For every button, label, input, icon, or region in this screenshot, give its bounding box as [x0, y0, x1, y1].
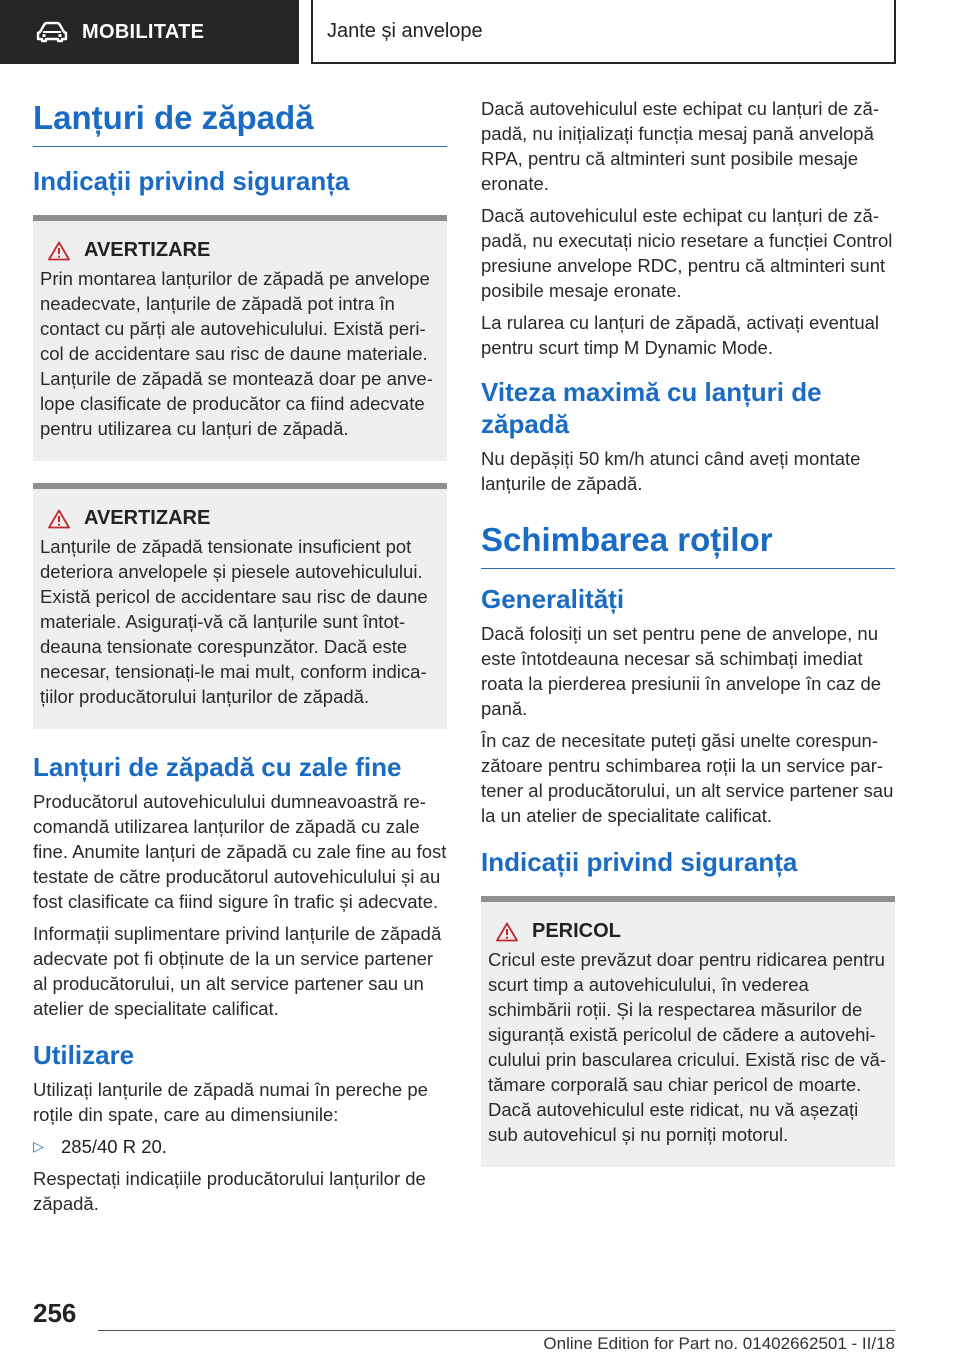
- danger-box: [481, 896, 895, 1167]
- title-snow-chains: Lanțuri de zăpadă: [33, 96, 447, 147]
- paragraph: Informații suplimentare privind lanțurile de zăpadă adecvate pot fi obținute de la un service partener al producătorului, un alt service partener sau un atelier de specialitate calificat.: [33, 923, 442, 1019]
- edition-footer: Online Edition for Part no. 01402662501 - II/18: [543, 1334, 895, 1353]
- title-wheel-change: Schimbarea roților: [481, 518, 895, 569]
- paragraph: Dacă folosiți un set pentru pene de anvelope, nu este întotdeauna necesar să schimbați imediat roata la pierderea presiunii în anvelope în caz de pană.: [481, 623, 882, 719]
- page-number: 256: [33, 1298, 77, 1328]
- chapter-tab[interactable]: [0, 0, 299, 64]
- paragraph: Dacă autovehiculul este echipat cu lanțuri de zăpadă, nu executați nicio resetare a funcției Control presiune anvelope RDC, pentru că altminteri sunt posibile mesaje eronate.: [481, 205, 893, 301]
- paragraph: La rularea cu lanțuri de zăpadă, activați eventual pentru scurt timp M Dynamic Mode.: [481, 312, 880, 358]
- warning-box-2: [33, 483, 447, 729]
- chapter-label: MOBILITATE: [82, 20, 205, 43]
- heading-general: Generalități: [481, 584, 625, 614]
- warning-label: AVERTIZARE: [84, 507, 211, 529]
- bullet-triangle-icon: ▷: [33, 1138, 44, 1154]
- warning-triangle-icon: [48, 509, 70, 529]
- danger-header: [488, 920, 887, 943]
- paragraph: Respectați indicațiile producătorului lanțurilor de zăpadă.: [33, 1168, 426, 1214]
- warning-header: [40, 507, 439, 530]
- section-title: [311, 0, 896, 64]
- list-item: [33, 1134, 447, 1159]
- heading-fine-chains: Lanțuri de zăpadă cu zale fine: [33, 752, 402, 782]
- warning-box-1: [33, 215, 447, 461]
- section-label: Jante și anvelope: [327, 19, 483, 42]
- heading-usage: Utilizare: [33, 1040, 135, 1070]
- paragraph: Dacă autovehiculul este echipat cu lanțuri de zăpadă, nu inițializați funcția mesaj pană anvelopă RPA, pentru că altminteri sunt posibile mesaje eronate.: [481, 98, 879, 194]
- car-icon: [36, 21, 68, 43]
- warning-triangle-icon: [48, 241, 70, 261]
- paragraph: Utilizați lanțurile de zăpadă numai în pereche pe roțile din spate, care au dimensiunile:: [33, 1079, 428, 1125]
- left-column: [33, 96, 447, 1223]
- warning-triangle-icon: [496, 922, 518, 942]
- list-item-text: 285/40 R 20.: [61, 1136, 167, 1157]
- warning-text: Prin montarea lanțurilor de zăpadă pe anvelope neadecvate, lanțurile de zăpadă pot intra în contact cu părți ale autovehiculului. Există pericol de accidentare sau risc de daune materiale. Lanțurile de zăpadă se montează doar pe anvelope clasificate de producător ca fiind adecvate pentru utilizarea cu lanțuri de zăpadă.: [40, 268, 433, 439]
- warning-label: AVERTIZARE: [84, 239, 211, 261]
- right-column: [481, 96, 895, 1189]
- danger-text: Cricul este prevăzut doar pentru ridicarea pentru scurt timp a autovehiculului, în vederea schimbării roții. Și la respectarea măsurilor de siguranță există pericolul de cădere a autovehiculului prin bascularea cricului. Există risc de vătămare corporală sau chiar pericol de moarte. Dacă autovehiculul este ridicat, nu vă așezați sub autovehicul și nu porniți motorul.: [488, 949, 886, 1145]
- warning-text: Lanțurile de zăpadă tensionate insuficient pot deteriora anvelopele și piesele autovehiculului. Există pericol de accidentare sau risc de daune materiale. Asigurați-vă că lanțurile sunt întotdeauna tensionate corespunzător. Dacă este necesar, tensionați-le mai mult, conform indicațiilor producătorului lanțurilor de zăpadă.: [40, 536, 428, 707]
- paragraph: În caz de necesitate puteți găsi unelte corespunzătoare pentru schimbarea roții la un service partener al producătorului, un alt service partener sau la un atelier de specialitate calificat.: [481, 730, 894, 826]
- heading-max-speed: Viteza maximă cu lanțuri de zăpadă: [481, 377, 822, 439]
- footer-divider: [98, 1330, 895, 1331]
- paragraph: Producătorul autovehiculului dumneavoastră recomandă utilizarea lanțurilor de zăpadă cu zale fine. Anumite lanțuri de zăpadă cu zale fine au fost testate de către producătorul autovehiculului și au fost clasificate ca fiind sigure în trafic și adecvate.: [33, 791, 447, 912]
- warning-header: [40, 239, 439, 262]
- paragraph: Nu depășiți 50 km/h atunci când aveți montate lanțurile de zăpadă.: [481, 448, 861, 494]
- danger-label: PERICOL: [532, 920, 621, 942]
- heading-safety-left: Indicații privind siguranța: [33, 166, 350, 196]
- heading-safety-right: Indicații privind siguranța: [481, 847, 798, 877]
